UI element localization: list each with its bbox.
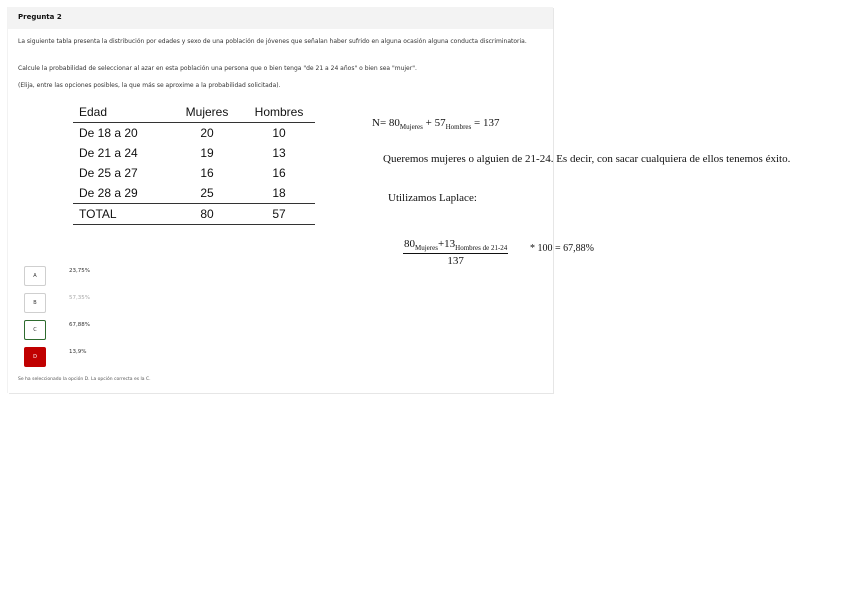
solution-result: * 100 = 67,88% <box>530 243 594 254</box>
table-cell: TOTAL <box>73 204 171 225</box>
equation-subscript: Hombres <box>445 123 472 131</box>
table-cell: 80 <box>171 204 243 225</box>
equation-subscript: Mujeres <box>415 244 438 252</box>
fraction-denominator: 137 <box>447 255 464 267</box>
equation-text: = 137 <box>471 117 500 129</box>
option-b-text: 57,35% <box>69 295 90 301</box>
option-b-button[interactable]: B <box>24 293 46 313</box>
table-cell: 16 <box>272 166 286 180</box>
option-d-button[interactable]: D <box>24 347 46 367</box>
equation-text: +13 <box>437 238 456 250</box>
question-text: La siguiente tabla presenta la distribución por edades y sexo de una población de jóvenes que señalan haber sufrido en alguna ocasión alguna conducta discriminatoria. <box>18 38 527 45</box>
table-row <box>73 163 315 183</box>
column-header-mujeres: Mujeres <box>171 102 243 123</box>
table-row <box>73 183 315 204</box>
table-cell: 16 <box>200 166 214 180</box>
table-cell: 25 <box>200 186 214 200</box>
table-cell: De 28 a 29 <box>79 186 138 200</box>
solution-fraction <box>403 238 508 267</box>
option-c-button[interactable]: C <box>24 320 46 340</box>
table-row <box>73 123 315 144</box>
table-total-row <box>73 204 315 225</box>
option-a-button[interactable]: A <box>24 266 46 286</box>
column-header-hombres: Hombres <box>243 102 315 123</box>
column-header-edad: Edad <box>73 102 171 123</box>
question-title: Pregunta 2 <box>18 13 62 21</box>
fraction-numerator <box>403 238 508 254</box>
table-cell: De 25 a 27 <box>79 166 138 180</box>
equation-text: N= 80 <box>372 117 400 129</box>
table-cell: 18 <box>272 186 286 200</box>
equation-subscript: Hombres de 21-24 <box>455 244 508 252</box>
table-cell: De 21 a 24 <box>79 146 138 160</box>
table-cell: 19 <box>200 146 214 160</box>
table-cell: 13 <box>272 146 286 160</box>
feedback-note: Se ha seleccionado la opción D. La opción correcta es la C. <box>18 377 151 382</box>
table-header-row <box>73 102 315 123</box>
table-cell: De 18 a 20 <box>79 126 138 140</box>
equation-subscript: Mujeres <box>399 123 423 131</box>
table-cell: 10 <box>272 126 286 140</box>
question-instruction: Calcule la probabilidad de seleccionar al azar en esta población una persona que o bien tenga "de 21 a 24 años" o bien sea "mujer". <box>18 65 417 72</box>
question-hint: (Elija, entre las opciones posibles, la que más se aproxime a la probabilidad solicitada). <box>18 82 281 89</box>
solution-method: Utilizamos Laplace: <box>388 192 477 204</box>
distribution-table <box>73 102 315 225</box>
solution-total-equation <box>372 117 499 131</box>
table-row <box>73 143 315 163</box>
table-cell: 57 <box>243 204 315 225</box>
option-d-text: 13,9% <box>69 349 87 355</box>
equation-text: 80 <box>404 238 415 250</box>
option-a-text: 23,75% <box>69 268 90 274</box>
equation-text: + 57 <box>422 117 446 129</box>
table-cell: 20 <box>200 126 214 140</box>
option-c-text: 67,88% <box>69 322 90 328</box>
question-header <box>8 7 553 29</box>
solution-explanation: Queremos mujeres o alguien de 21-24. Es decir, con sacar cualquiera de ellos tenemos éxito. <box>383 153 791 165</box>
